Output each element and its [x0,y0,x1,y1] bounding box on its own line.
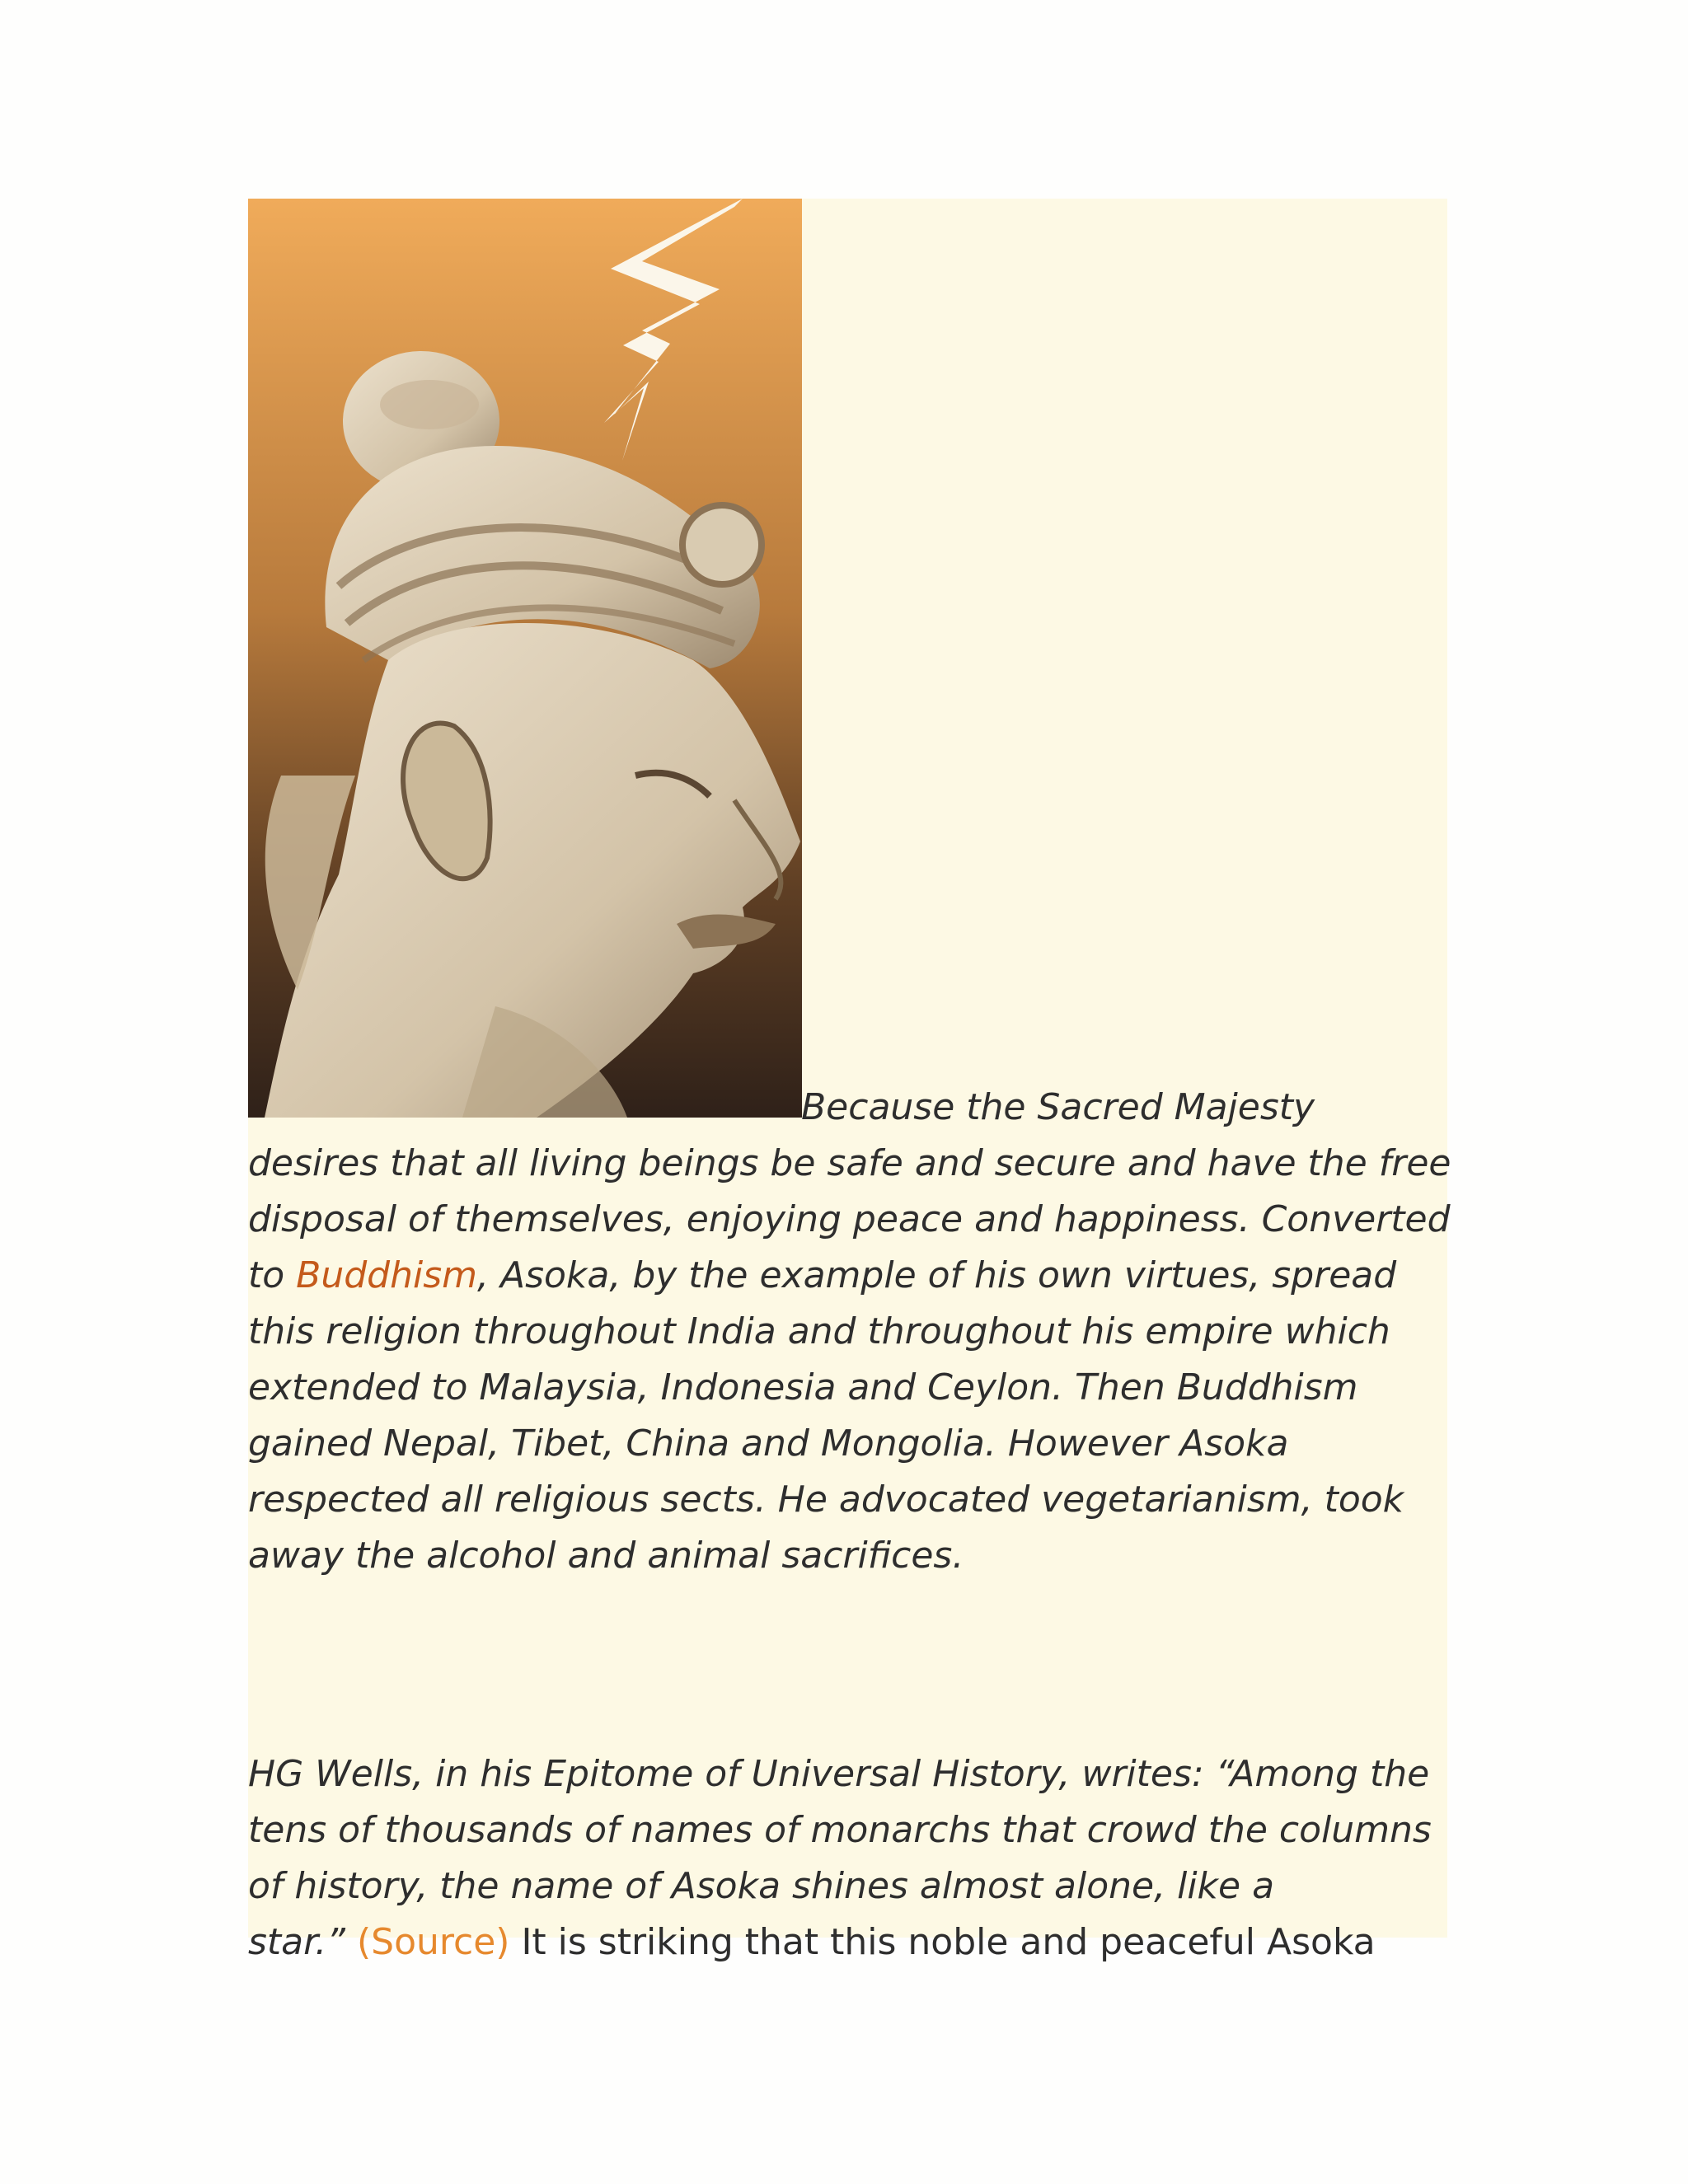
paragraph-1-line-8: respected all religious sects. He advocated vegetarianism, took [248,1479,1404,1521]
paragraph-1-line-5: this religion throughout India and throughout his empire which [248,1310,1390,1352]
paragraph-2 [248,1746,1451,1971]
asoka-sculpture-icon [248,199,802,1118]
paragraph-2-line-2: tens of thousands of names of monarchs that crowd the columns [248,1809,1432,1851]
paragraph-2-line-3: of history, the name of Asoka shines almost alone, like a [248,1865,1275,1907]
paragraph-1-line-6: extended to Malaysia, Indonesia and Ceylon. Then Buddhism [248,1366,1358,1408]
paragraph-1-line-4-rest: , Asoka, by the example of his own virtues, spread [477,1254,1397,1296]
source-link[interactable]: (Source) [356,1921,510,1963]
paragraph-2-quote-end: star.” [248,1921,345,1963]
paragraph-1-line-1: Because the Sacred Majesty [801,1086,1315,1128]
paragraph-1-line-7: gained Nepal, Tibet, China and Mongolia. However Asoka [248,1422,1289,1465]
asoka-sculpture-image [248,199,802,1118]
content-block [248,199,1451,1963]
paragraph-2-line-1: HG Wells, in his Epitome of Universal History, writes: “Among the [248,1753,1430,1795]
paragraph-2-line-4 [248,1915,1451,1971]
paragraph-1-line-3: disposal of themselves, enjoying peace and happiness. Converted [248,1198,1451,1240]
paragraph-1-line-4-prefix: to [248,1254,297,1296]
buddhism-link[interactable]: Buddhism [296,1254,477,1296]
paragraph-1-line-9: away the alcohol and animal sacrifices. [248,1535,964,1577]
paragraph-1 [248,1136,1451,1584]
paragraph-2-line-4-rest: It is striking that this noble and peaceful Asoka [521,1921,1376,1963]
paragraph-1-line-2: desires that all living beings be safe and secure and have the free [248,1142,1451,1184]
paragraph-1-line-4 [248,1248,1451,1304]
